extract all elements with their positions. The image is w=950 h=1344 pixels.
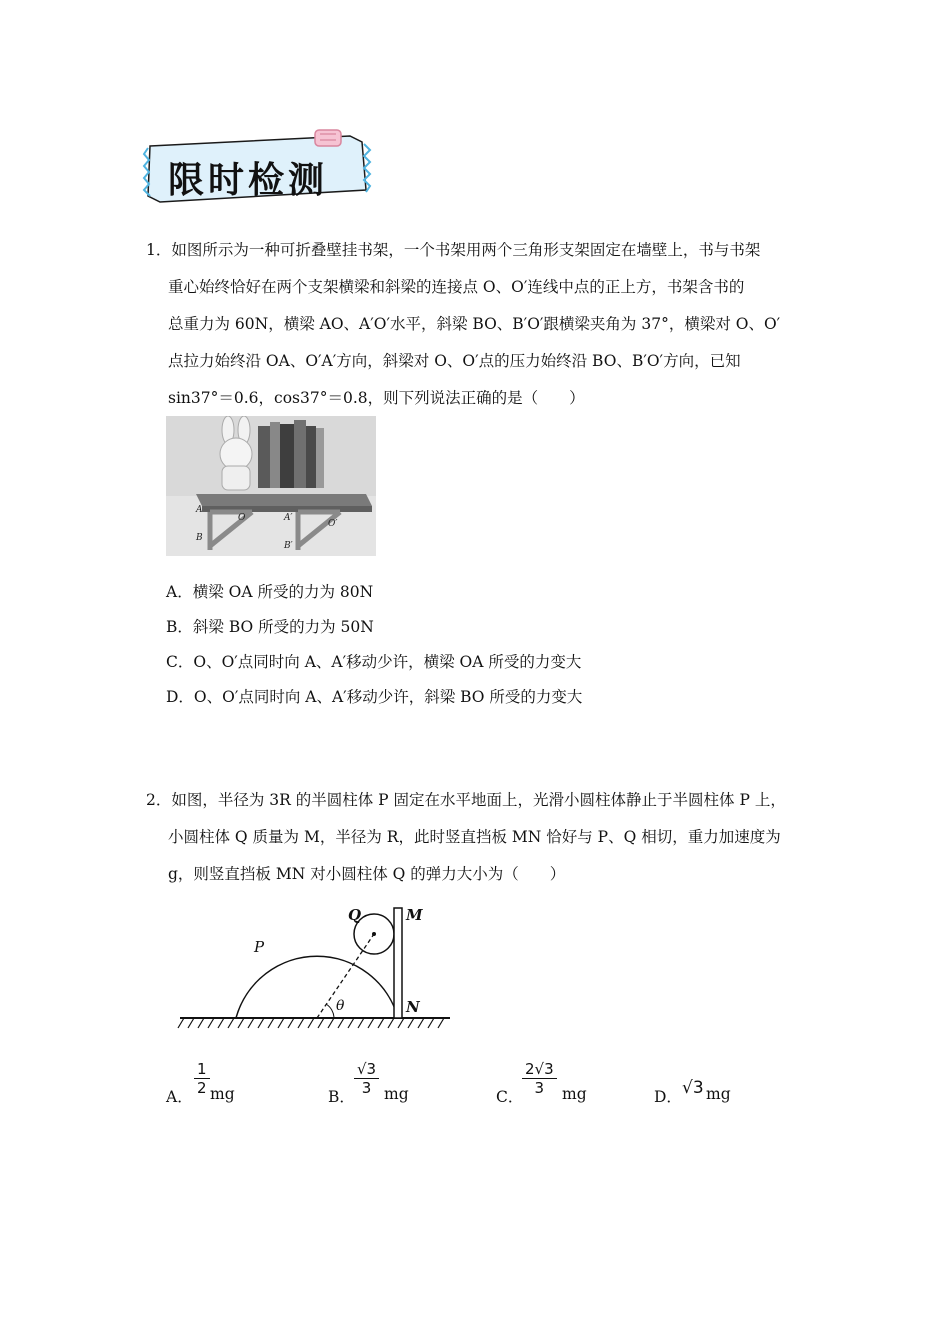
question-2-line: 小圆柱体 Q 质量为 M，半径为 R，此时竖直挡板 MN 恰好与 P、Q 相切，重力加速度为 <box>168 828 781 846</box>
fraction-denominator: 2 <box>197 1079 207 1097</box>
fraction-numerator: 1 <box>194 1060 210 1079</box>
label-Q: Q <box>348 906 362 924</box>
question-2-line: g，则竖直挡板 MN 对小圆柱体 Q 的弹力大小为（ ） <box>168 865 566 883</box>
q2-option-b-fraction <box>354 1060 379 1097</box>
q2-option-c-fraction <box>522 1060 557 1097</box>
fraction-numerator: √3 <box>354 1060 379 1079</box>
question-1-line: 重心始终恰好在两个支架横梁和斜梁的连接点 O、O′连线中点的正上方，书架含书的 <box>168 278 745 296</box>
question-2-line: 2．如图，半径为 3R 的半圆柱体 P 固定在水平地面上，光滑小圆柱体静止于半圆柱体 P 上， <box>146 791 786 809</box>
question-1-line: sin37°＝0.6，cos37°＝0.8，则下列说法正确的是（ ） <box>168 389 585 407</box>
q2-option-a-label: A． <box>166 1088 193 1106</box>
q2-option-d[interactable] <box>654 1060 764 1110</box>
question-2 <box>146 782 816 893</box>
q2-option-d-unit: mg <box>706 1085 731 1103</box>
fraction-denominator: 3 <box>534 1079 545 1097</box>
label-A-prime: A′ <box>284 513 293 523</box>
label-P: P <box>254 938 265 956</box>
q1-option-b[interactable]: B．斜梁 BO 所受的力为 50N <box>166 618 374 636</box>
fraction-denominator: 3 <box>361 1079 372 1097</box>
label-O-prime: O′ <box>328 519 338 529</box>
label-A: A <box>196 505 203 515</box>
page-title: 限时检测 <box>168 160 329 201</box>
fraction-numerator: 2√3 <box>522 1060 557 1079</box>
label-B-prime: B′ <box>284 541 293 551</box>
question-1-line: 1．如图所示为一种可折叠壁挂书架，一个书架用两个三角形支架固定在墙壁上，书与书架 <box>146 241 761 259</box>
q2-option-c-label: C． <box>496 1088 524 1106</box>
label-B: B <box>196 533 203 543</box>
question-1 <box>146 232 816 417</box>
q2-option-a-unit: mg <box>210 1085 235 1103</box>
q2-option-b-unit: mg <box>384 1085 409 1103</box>
question-1-line: 点拉力始终沿 OA、O′A′方向，斜梁对 O、O′点的压力始终沿 BO、B′O′方向，已知 <box>168 352 741 370</box>
q1-option-a[interactable]: A．横梁 OA 所受的力为 80N <box>166 583 374 601</box>
cylinder-diagram <box>176 900 456 1034</box>
q2-option-a-fraction <box>194 1060 210 1097</box>
question-1-line: 总重力为 60N，横梁 AO、A′O′水平，斜梁 BO、B′O′跟横梁夹角为 37°，横梁对 O、O′ <box>168 315 781 333</box>
q2-option-b[interactable] <box>328 1060 438 1110</box>
label-O: O <box>238 513 246 523</box>
q1-option-c[interactable]: C．O、O′点同时向 A、A′移动少许，横梁 OA 所受的力变大 <box>166 653 582 671</box>
bookshelf-photo <box>166 416 376 556</box>
clip-icon <box>315 130 341 146</box>
q2-option-b-label: B． <box>328 1088 355 1106</box>
q2-option-d-value: √3 <box>682 1078 704 1098</box>
q2-option-c[interactable] <box>496 1060 616 1110</box>
q2-option-d-label: D． <box>654 1088 682 1106</box>
label-M: M <box>406 906 423 924</box>
q2-option-c-unit: mg <box>562 1085 587 1103</box>
q1-option-d[interactable]: D．O、O′点同时向 A、A′移动少许，斜梁 BO 所受的力变大 <box>166 688 583 706</box>
label-N: N <box>406 998 420 1016</box>
q2-option-a[interactable] <box>166 1060 276 1110</box>
label-theta: θ <box>336 998 345 1014</box>
